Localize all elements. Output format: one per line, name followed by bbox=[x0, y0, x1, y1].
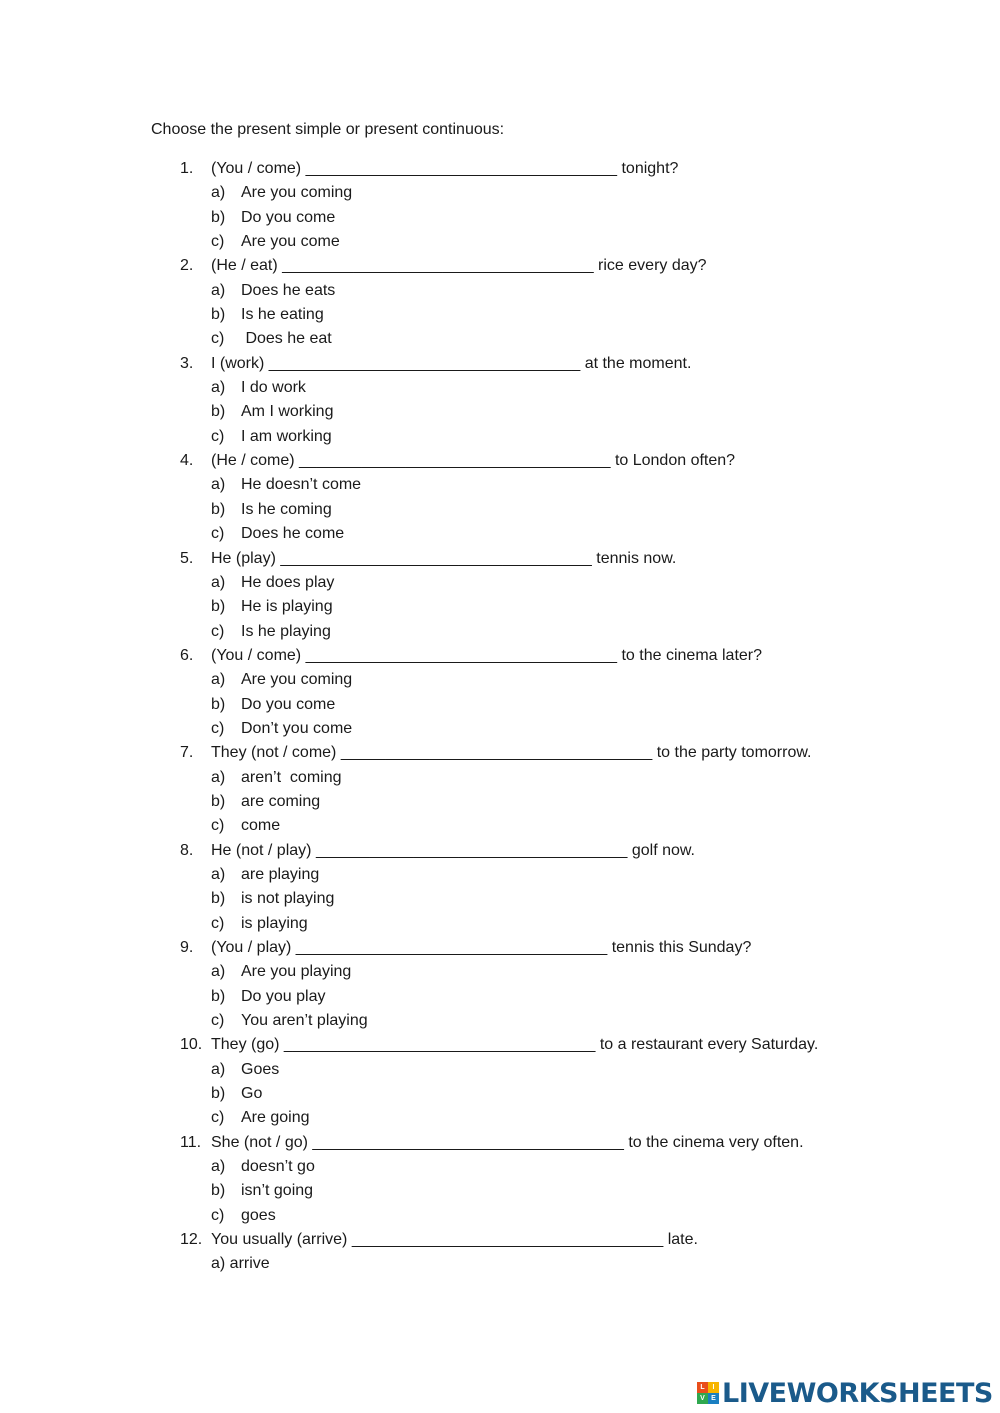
option-letter: c) bbox=[211, 330, 225, 348]
question-suffix: to London often? bbox=[614, 452, 736, 470]
answer-blank[interactable]: ___________________________________ bbox=[280, 549, 592, 567]
logo-letter-tile: L bbox=[697, 1382, 708, 1393]
question-list bbox=[0, 157, 1000, 1277]
option-text: Am I working bbox=[241, 403, 334, 421]
option-text: He doesn’t come bbox=[241, 476, 362, 494]
option-letter: c) bbox=[211, 914, 225, 932]
option-text: I am working bbox=[241, 427, 332, 445]
answer-option[interactable] bbox=[0, 717, 1000, 741]
question-number: 4. bbox=[180, 452, 194, 470]
option-letter: c) bbox=[211, 233, 225, 251]
option-text: Is he coming bbox=[241, 500, 332, 518]
answer-option[interactable] bbox=[0, 766, 1000, 790]
option-letter: c) bbox=[211, 622, 225, 640]
answer-option[interactable] bbox=[0, 279, 1000, 303]
answer-blank[interactable]: ___________________________________ bbox=[340, 744, 653, 762]
instructions-text: Choose the present simple or present continuous: bbox=[151, 121, 505, 138]
question-suffix: to a restaurant every Saturday. bbox=[599, 1036, 819, 1054]
answer-option[interactable] bbox=[0, 1009, 1000, 1033]
question-11 bbox=[0, 1131, 1000, 1155]
option-letter: a) bbox=[211, 671, 226, 689]
option-letter: c) bbox=[211, 719, 225, 737]
question-3 bbox=[0, 352, 1000, 376]
option-text: Are you come bbox=[241, 233, 340, 251]
answer-option[interactable] bbox=[0, 960, 1000, 984]
option-letter: b) bbox=[211, 987, 226, 1005]
option-text: You aren’t playing bbox=[241, 1012, 368, 1030]
answer-option[interactable] bbox=[0, 181, 1000, 205]
question-10 bbox=[0, 1033, 1000, 1057]
question-prompt: I (work) bbox=[211, 354, 265, 372]
question-suffix: to the party tomorrow. bbox=[656, 744, 812, 762]
option-text: isn’t going bbox=[241, 1182, 314, 1200]
question-2 bbox=[0, 254, 1000, 278]
option-text: Is he eating bbox=[241, 306, 324, 324]
option-letter: b) bbox=[211, 695, 226, 713]
question-4 bbox=[0, 449, 1000, 473]
option-letter: b) bbox=[211, 598, 226, 616]
question-suffix: at the moment. bbox=[584, 354, 692, 372]
question-number: 1. bbox=[180, 160, 194, 177]
liveworksheets-brand bbox=[697, 1377, 993, 1409]
question-12 bbox=[0, 1228, 1000, 1252]
question-number: 3. bbox=[180, 354, 194, 372]
question-prompt: You usually (arrive) bbox=[211, 1231, 348, 1249]
answer-blank[interactable]: ___________________________________ bbox=[295, 939, 608, 956]
question-8 bbox=[0, 839, 1000, 863]
option-text: Are you playing bbox=[241, 963, 352, 981]
option-text: aren’t coming bbox=[241, 768, 342, 786]
question-number: 7. bbox=[180, 744, 194, 762]
answer-option[interactable] bbox=[0, 863, 1000, 887]
question-9 bbox=[0, 936, 1000, 960]
answer-blank[interactable]: ___________________________________ bbox=[299, 452, 611, 470]
question-number: 8. bbox=[180, 841, 194, 859]
question-5 bbox=[0, 547, 1000, 571]
question-prompt: (You / come) bbox=[211, 160, 302, 177]
answer-option[interactable] bbox=[0, 912, 1000, 936]
answer-option[interactable] bbox=[0, 1082, 1000, 1106]
question-suffix: rice every day? bbox=[598, 257, 707, 275]
answer-blank[interactable]: ___________________________________ bbox=[312, 1133, 624, 1151]
answer-option[interactable] bbox=[0, 814, 1000, 838]
option-text: Don’t you come bbox=[241, 719, 353, 737]
answer-blank[interactable]: ___________________________________ bbox=[268, 354, 581, 372]
option-letter: c) bbox=[211, 427, 225, 445]
question-7 bbox=[0, 741, 1000, 765]
option-text: are coming bbox=[241, 792, 321, 810]
question-suffix: tonight? bbox=[621, 160, 679, 177]
option-letter: b) bbox=[211, 792, 226, 810]
answer-blank[interactable]: ___________________________________ bbox=[305, 160, 618, 177]
question-6 bbox=[0, 644, 1000, 668]
option-letter: b) bbox=[211, 403, 226, 421]
question-number: 11. bbox=[180, 1133, 202, 1151]
option-text: Is he playing bbox=[241, 622, 331, 640]
answer-option[interactable] bbox=[0, 1106, 1000, 1130]
answer-option[interactable] bbox=[0, 522, 1000, 546]
answer-option[interactable] bbox=[0, 620, 1000, 644]
answer-option[interactable] bbox=[0, 327, 1000, 351]
question-prompt: (He / eat) bbox=[211, 257, 278, 275]
question-suffix: tennis now. bbox=[596, 549, 677, 567]
option-text: Does he come bbox=[241, 525, 345, 543]
option-letter: c) bbox=[211, 1012, 225, 1030]
option-letter: b) bbox=[211, 890, 226, 908]
option-text: Does he eats bbox=[241, 281, 336, 299]
answer-option[interactable] bbox=[0, 790, 1000, 814]
option-letter: c) bbox=[211, 1206, 225, 1224]
option-text: is playing bbox=[241, 914, 308, 932]
option-text: a) arrive bbox=[211, 1255, 270, 1273]
option-text: Do you play bbox=[241, 987, 326, 1005]
answer-option[interactable] bbox=[0, 376, 1000, 400]
option-letter: a) bbox=[211, 379, 226, 397]
question-suffix: to the cinema very often. bbox=[628, 1133, 804, 1151]
answer-option[interactable] bbox=[0, 206, 1000, 230]
option-text: Are you coming bbox=[241, 184, 353, 202]
option-text: Are going bbox=[241, 1109, 310, 1127]
question-prompt: They (not / come) bbox=[211, 744, 337, 762]
liveworksheets-logo-icon bbox=[697, 1382, 719, 1404]
answer-option[interactable] bbox=[0, 400, 1000, 424]
option-letter: b) bbox=[211, 500, 226, 518]
option-text: Do you come bbox=[241, 695, 336, 713]
option-text: is not playing bbox=[241, 890, 335, 908]
option-text: I do work bbox=[241, 379, 306, 397]
answer-option[interactable] bbox=[0, 1155, 1000, 1179]
question-prompt: (You / play) bbox=[211, 939, 292, 956]
option-text: Goes bbox=[241, 1060, 280, 1078]
option-letter: a) bbox=[211, 1060, 226, 1078]
answer-blank[interactable]: ___________________________________ bbox=[315, 841, 628, 859]
answer-option[interactable] bbox=[0, 473, 1000, 497]
option-letter: a) bbox=[211, 963, 226, 981]
question-number: 10. bbox=[180, 1036, 203, 1054]
question-prompt: He (play) bbox=[211, 549, 276, 567]
option-letter: a) bbox=[211, 476, 226, 494]
option-text: goes bbox=[241, 1206, 276, 1224]
logo-letter-tile: I bbox=[708, 1382, 719, 1393]
option-letter: a) bbox=[211, 865, 226, 883]
question-prompt: She (not / go) bbox=[211, 1133, 308, 1151]
question-prompt: He (not / play) bbox=[211, 841, 312, 859]
question-1 bbox=[0, 157, 1000, 181]
answer-blank[interactable]: ___________________________________ bbox=[305, 646, 618, 664]
option-text: He is playing bbox=[241, 598, 333, 616]
answer-option[interactable] bbox=[0, 595, 1000, 619]
logo-letter-tile: E bbox=[708, 1393, 719, 1404]
option-text: He does play bbox=[241, 573, 335, 591]
question-prompt: (You / come) bbox=[211, 646, 302, 664]
option-letter: a) bbox=[211, 573, 226, 591]
question-number: 2. bbox=[180, 257, 194, 275]
option-letter: b) bbox=[211, 1085, 226, 1103]
option-letter: a) bbox=[211, 1158, 226, 1176]
answer-blank[interactable]: ___________________________________ bbox=[351, 1231, 664, 1249]
question-number: 12. bbox=[180, 1231, 203, 1249]
answer-option[interactable] bbox=[0, 693, 1000, 717]
answer-option[interactable] bbox=[0, 668, 1000, 692]
question-prompt: They (go) bbox=[211, 1036, 280, 1054]
option-letter: a) bbox=[211, 281, 226, 299]
question-number: 5. bbox=[180, 549, 194, 567]
answer-option[interactable] bbox=[0, 1252, 1000, 1276]
option-text: are playing bbox=[241, 865, 320, 883]
option-letter: b) bbox=[211, 208, 226, 226]
option-letter: b) bbox=[211, 1182, 226, 1200]
question-suffix: to the cinema later? bbox=[621, 646, 763, 664]
logo-letter-tile: V bbox=[697, 1393, 708, 1404]
answer-option[interactable] bbox=[0, 1204, 1000, 1228]
question-prompt: (He / come) bbox=[211, 452, 295, 470]
question-suffix: golf now. bbox=[631, 841, 695, 859]
brand-name: LIVEWORKSHEETS bbox=[722, 1377, 993, 1409]
answer-blank[interactable]: ___________________________________ bbox=[283, 1036, 596, 1054]
question-suffix: tennis this Sunday? bbox=[611, 939, 752, 956]
option-letter: c) bbox=[211, 525, 225, 543]
answer-option[interactable] bbox=[0, 230, 1000, 254]
option-text: Are you coming bbox=[241, 671, 353, 689]
option-letter: b) bbox=[211, 306, 226, 324]
answer-option[interactable] bbox=[0, 1179, 1000, 1203]
option-letter: a) bbox=[211, 184, 226, 202]
option-text: doesn’t go bbox=[241, 1158, 315, 1176]
question-number: 6. bbox=[180, 646, 194, 664]
answer-option[interactable] bbox=[0, 571, 1000, 595]
option-letter: c) bbox=[211, 1109, 225, 1127]
answer-option[interactable] bbox=[0, 425, 1000, 449]
option-text: Do you come bbox=[241, 208, 336, 226]
option-letter: a) bbox=[211, 768, 226, 786]
answer-option[interactable] bbox=[0, 303, 1000, 327]
option-text: come bbox=[241, 817, 281, 835]
answer-option[interactable] bbox=[0, 1058, 1000, 1082]
option-text: Does he eat bbox=[241, 330, 332, 348]
question-number: 9. bbox=[180, 939, 194, 956]
answer-blank[interactable]: ___________________________________ bbox=[282, 257, 594, 275]
answer-option[interactable] bbox=[0, 498, 1000, 522]
option-letter: c) bbox=[211, 817, 225, 835]
answer-option[interactable] bbox=[0, 887, 1000, 911]
option-text: Go bbox=[241, 1085, 263, 1103]
question-suffix: late. bbox=[667, 1231, 698, 1249]
answer-option[interactable] bbox=[0, 985, 1000, 1009]
